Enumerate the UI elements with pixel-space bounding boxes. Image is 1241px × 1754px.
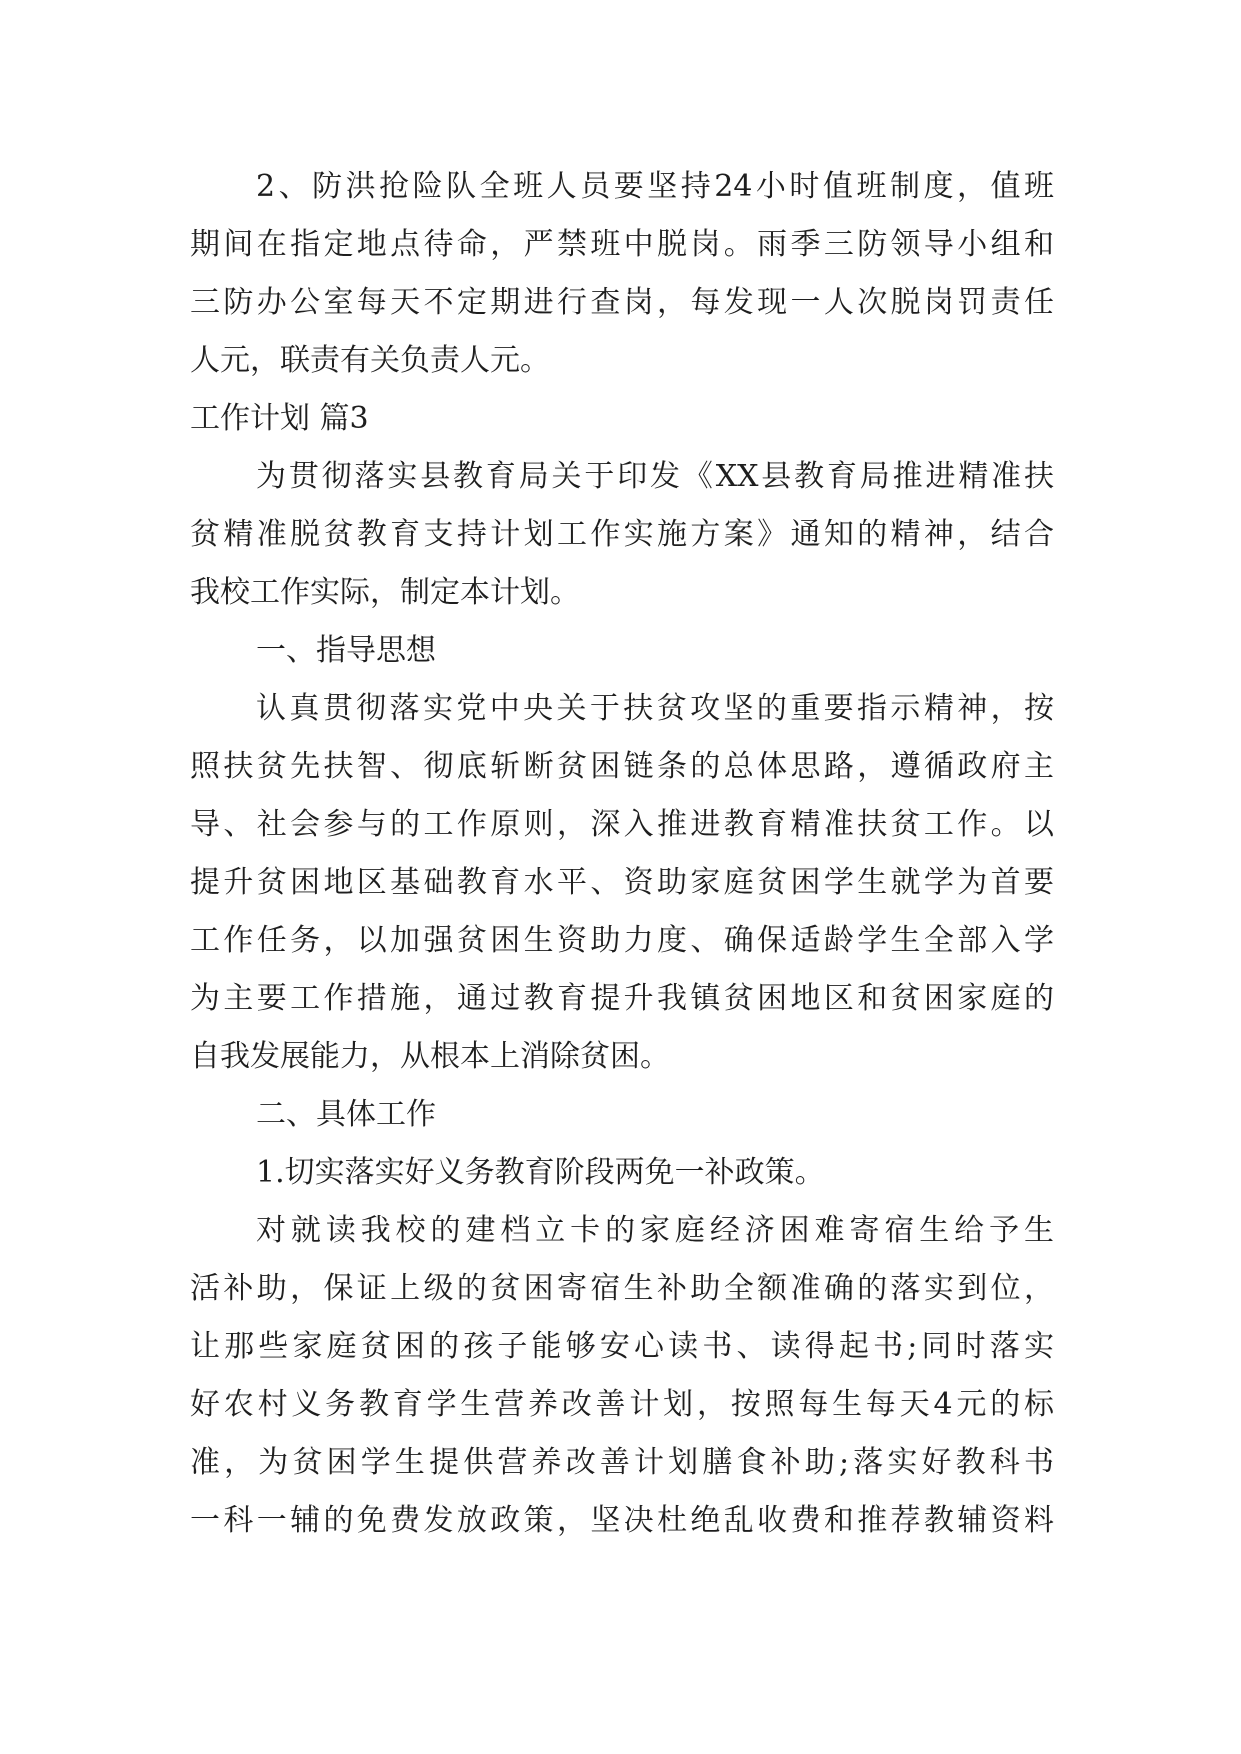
paragraph-line: 对就读我校的建档立卡的家庭经济困难寄宿生给予生 [256, 1213, 1054, 1248]
paragraph-line: 提升贫困地区基础教育水平、资助家庭贫困学生就学为首要 [190, 865, 1054, 900]
section-heading: 工作计划 篇3 [190, 401, 369, 436]
paragraph-line: 照扶贫先扶智、彻底斩断贫困链条的总体思路，遵循政府主 [190, 749, 1054, 784]
paragraph-line: 自我发展能力，从根本上消除贫困。 [190, 1039, 670, 1074]
document-body [190, 158, 1054, 1550]
paragraph-line: 工作任务，以加强贫困生资助力度、确保适龄学生全部入学 [190, 923, 1054, 958]
paragraph-line: 期间在指定地点待命，严禁班中脱岗。雨季三防领导小组和 [190, 227, 1054, 262]
paragraph-line: 为贯彻落实县教育局关于印发《XX县教育局推进精准扶 [256, 459, 1054, 494]
paragraph-line: 一科一辅的免费发放政策，坚决杜绝乱收费和推荐教辅资料 [190, 1503, 1054, 1538]
paragraph-line: 三防办公室每天不定期进行查岗，每发现一人次脱岗罚责任 [190, 285, 1054, 320]
paragraph-line: 贫精准脱贫教育支持计划工作实施方案》通知的精神，结合 [190, 517, 1054, 552]
paragraph-line: 活补助，保证上级的贫困寄宿生补助全额准确的落实到位， [190, 1271, 1054, 1306]
paragraph-line: 2、防洪抢险队全班人员要坚持24小时值班制度，值班 [256, 169, 1054, 204]
paragraph-line: 导、社会参与的工作原则，深入推进教育精准扶贫工作。以 [190, 807, 1054, 842]
list-item-heading: 1.切实落实好义务教育阶段两免一补政策。 [256, 1155, 825, 1190]
paragraph-line: 好农村义务教育学生营养改善计划，按照每生每天4元的标 [190, 1387, 1054, 1422]
paragraph-line: 让那些家庭贫困的孩子能够安心读书、读得起书;同时落实 [190, 1329, 1054, 1364]
paragraph-line: 人元，联责有关负责人元。 [190, 343, 550, 378]
paragraph-line: 我校工作实际，制定本计划。 [190, 575, 580, 610]
paragraph-line: 为主要工作措施，通过教育提升我镇贫困地区和贫困家庭的 [190, 981, 1054, 1016]
paragraph-line: 认真贯彻落实党中央关于扶贫攻坚的重要指示精神，按 [256, 691, 1054, 726]
paragraph-line: 准，为贫困学生提供营养改善计划膳食补助;落实好教科书 [190, 1445, 1054, 1480]
subheading-specific-work: 二、具体工作 [256, 1097, 436, 1132]
subheading-guiding-ideology: 一、指导思想 [256, 633, 436, 668]
